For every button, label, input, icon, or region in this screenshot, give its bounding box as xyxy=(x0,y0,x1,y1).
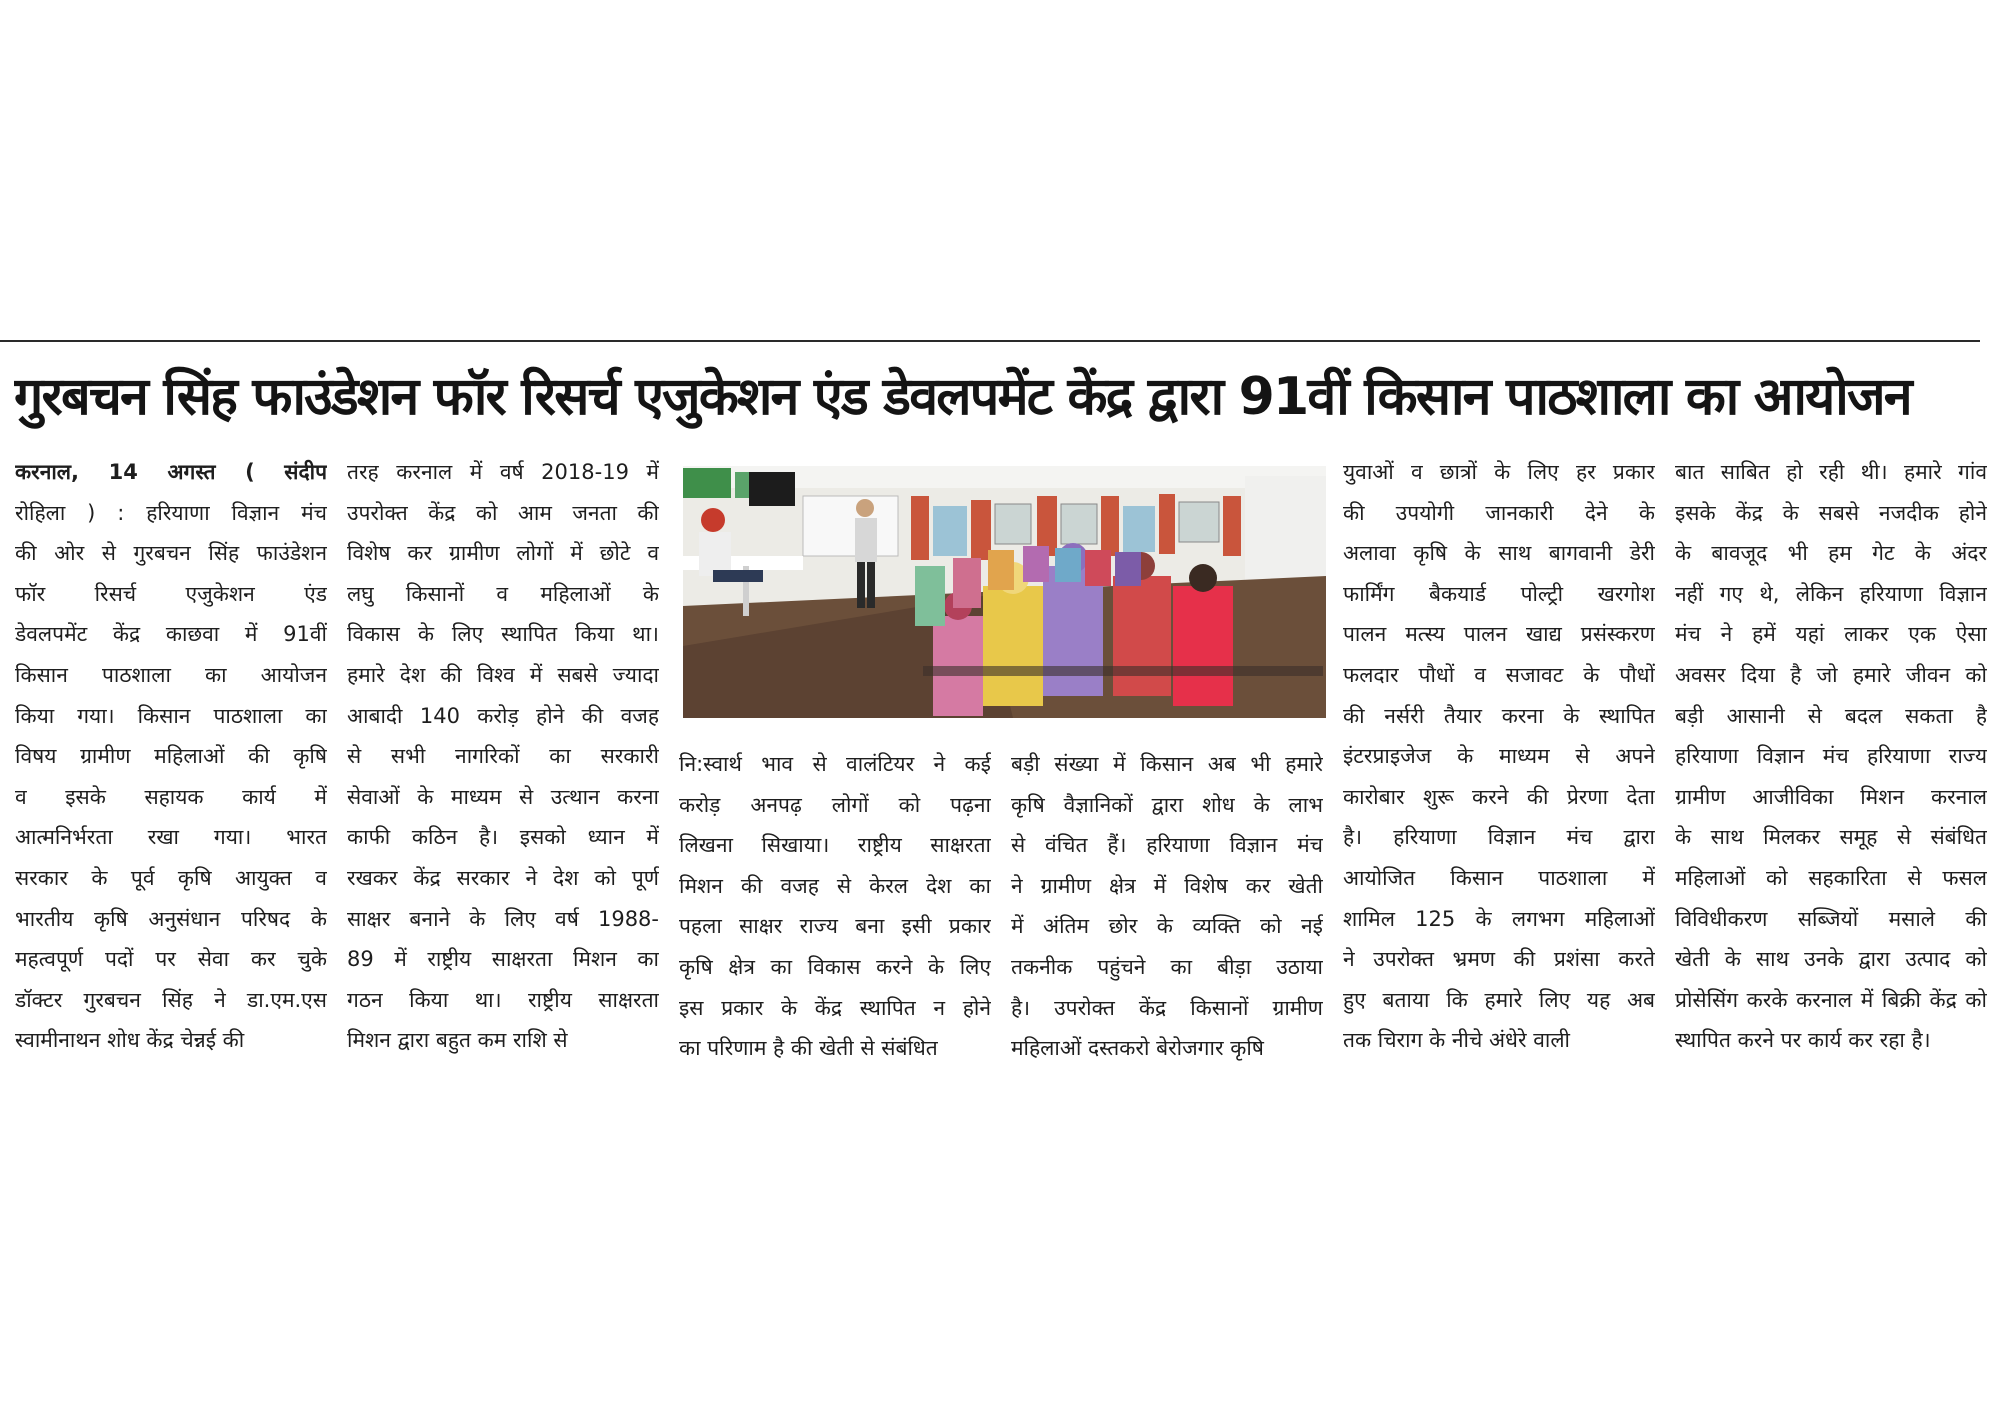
article-line: बात साबित हो रही थी। हमारे गांव xyxy=(1675,460,1987,484)
article-line: बड़ी संख्या में किसान अब भी हमारे xyxy=(1011,752,1323,776)
article-line: रोहिला ) : हरियाणा विज्ञान मंच xyxy=(15,500,327,525)
article-column-1 xyxy=(15,452,327,1061)
article-line: रखकर केंद्र सरकार ने देश को पूर्ण xyxy=(347,865,659,890)
article-line: हमारे देश की विश्व में सबसे ज्यादा xyxy=(347,662,659,687)
article-line: कृषि वैज्ञानिकों द्वारा शोध के लाभ xyxy=(1011,792,1323,817)
article-line: पहला साक्षर राज्य बना इसी प्रकार xyxy=(679,914,991,939)
article-line: नि:स्वार्थ भाव से वालंटियर ने कई xyxy=(679,752,991,776)
article-line: हरियाणा विज्ञान मंच हरियाणा राज्य xyxy=(1675,744,1987,769)
article-line: आयोजित किसान पाठशाला में xyxy=(1343,865,1655,890)
article-line: मिशन की वजह से केरल देश का xyxy=(679,873,991,898)
article-line: विशेष कर ग्रामीण लोगों में छोटे व xyxy=(347,541,659,566)
news-photo xyxy=(683,466,1326,718)
headline: गुरबचन सिंह फाउंडेशन फॉर रिसर्च एजुकेशन एंड डेवलपमेंट केंद्र द्वारा 91वीं किसान पाठशाला का आयोजन xyxy=(14,367,1911,427)
article-line: गठन किया था। राष्ट्रीय साक्षरता xyxy=(347,987,659,1012)
top-rule xyxy=(0,340,1980,342)
article-line: डेवलपमेंट केंद्र काछवा में 91वीं xyxy=(15,622,327,647)
article-line: खेती के साथ उनके द्वारा उत्पाद को xyxy=(1675,947,1987,972)
article-line: के बावजूद भी हम गेट के अंदर xyxy=(1675,541,1987,566)
article-line: है। उपरोक्त केंद्र किसानों ग्रामीण xyxy=(1011,995,1323,1020)
article-line: किया गया। किसान पाठशाला का xyxy=(15,703,327,728)
article-line: उपरोक्त केंद्र को आम जनता की xyxy=(347,500,659,525)
article-line: फलदार पौधों व सजावट के पौधों xyxy=(1343,662,1655,687)
article-line: स्वामीनाथन शोध केंद्र चेन्नई की xyxy=(15,1028,245,1053)
article-line: शामिल 125 के लगभग महिलाओं xyxy=(1343,906,1655,931)
article-line: 89 में राष्ट्रीय साक्षरता मिशन का xyxy=(347,947,659,972)
article-line: महिलाओं दस्तकरो बेरोजगार कृषि xyxy=(1011,1036,1264,1061)
article-line: पालन मत्स्य पालन खाद्य प्रसंस्करण xyxy=(1343,622,1655,647)
article-line: हुए बताया कि हमारे लिए यह अब xyxy=(1343,987,1655,1012)
article-line: विषय ग्रामीण महिलाओं की कृषि xyxy=(15,744,327,769)
article-line: की नर्सरी तैयार करना के स्थापित xyxy=(1343,703,1655,728)
article-line: स्थापित करने पर कार्य कर रहा है। xyxy=(1675,1028,1931,1053)
article-line: इसके केंद्र के सबसे नजदीक होने xyxy=(1675,500,1987,525)
article-line: व इसके सहायक कार्य में xyxy=(15,784,327,809)
article-line: सरकार के पूर्व कृषि आयुक्त व xyxy=(15,865,327,890)
article-line: करनाल, 14 अगस्त ( संदीप xyxy=(15,460,327,484)
article-column-4 xyxy=(1011,744,1323,1069)
article-line: मंच ने हमें यहां लाकर एक ऐसा xyxy=(1675,622,1987,647)
article-line: फॉर रिसर्च एजुकेशन एंड xyxy=(15,581,327,606)
article-line: युवाओं व छात्रों के लिए हर प्रकार xyxy=(1343,460,1655,484)
article-column-3 xyxy=(679,744,991,1069)
article-line: प्रोसेसिंग करके करनाल में बिक्री केंद्र को xyxy=(1675,987,1987,1012)
article-line: महिलाओं को सहकारिता से फसल xyxy=(1675,865,1987,890)
article-line: अलावा कृषि के साथ बागवानी डेरी xyxy=(1343,541,1655,566)
article-column-5 xyxy=(1343,452,1655,1061)
article-line: विविधीकरण सब्जियों मसाले की xyxy=(1675,906,1987,931)
article-line: इस प्रकार के केंद्र स्थापित न होने xyxy=(679,995,991,1020)
article-column-6 xyxy=(1675,452,1987,1061)
article-line: की उपयोगी जानकारी देने के xyxy=(1343,500,1655,525)
article-line: तकनीक पहुंचने का बीड़ा उठाया xyxy=(1011,954,1323,979)
article-line: से वंचित हैं। हरियाणा विज्ञान मंच xyxy=(1011,833,1323,858)
article-line: महत्वपूर्ण पदों पर सेवा कर चुके xyxy=(15,947,327,972)
article-line: के साथ मिलकर समूह से संबंधित xyxy=(1675,825,1987,850)
article-line: भारतीय कृषि अनुसंधान परिषद के xyxy=(15,906,327,931)
article-line: कृषि क्षेत्र का विकास करने के लिए xyxy=(679,954,991,979)
article-line: की ओर से गुरबचन सिंह फाउंडेशन xyxy=(15,541,327,566)
article-line: सेवाओं के माध्यम से उत्थान करना xyxy=(347,784,659,809)
article-line: लघु किसानों व महिलाओं के xyxy=(347,581,659,606)
article-line: बड़ी आसानी से बदल सकता है xyxy=(1675,703,1987,728)
article-column-2 xyxy=(347,452,659,1061)
article-line: विकास के लिए स्थापित किया था। xyxy=(347,622,659,647)
article-line: अवसर दिया है जो हमारे जीवन को xyxy=(1675,662,1987,687)
article-line: फार्मिंग बैकयार्ड पोल्ट्री खरगोश xyxy=(1343,581,1655,606)
article-line: आत्मनिर्भरता रखा गया। भारत xyxy=(15,825,327,850)
article-line: ग्रामीण आजीविका मिशन करनाल xyxy=(1675,784,1987,809)
article-line: ने ग्रामीण क्षेत्र में विशेष कर खेती xyxy=(1011,873,1323,898)
article-line: किसान पाठशाला का आयोजन xyxy=(15,662,327,687)
photo-icon xyxy=(683,466,1326,718)
article-line: का परिणाम है की खेती से संबंधित xyxy=(679,1036,938,1061)
article-line: तरह करनाल में वर्ष 2018-19 में xyxy=(347,460,659,484)
article-line: आबादी 140 करोड़ होने की वजह xyxy=(347,703,659,728)
article-line: साक्षर बनाने के लिए वर्ष 1988- xyxy=(347,906,659,931)
article-line: लिखना सिखाया। राष्ट्रीय साक्षरता xyxy=(679,833,991,858)
article-line: काफी कठिन है। इसको ध्यान में xyxy=(347,825,659,850)
article-line: से सभी नागरिकों का सरकारी xyxy=(347,744,659,769)
article-line: है। हरियाणा विज्ञान मंच द्वारा xyxy=(1343,825,1655,850)
article-line: नहीं गए थे, लेकिन हरियाणा विज्ञान xyxy=(1675,581,1987,606)
article-line: इंटरप्राइजेज के माध्यम से अपने xyxy=(1343,744,1655,769)
article-line: ने उपरोक्त भ्रमण की प्रशंसा करते xyxy=(1343,947,1655,972)
article-line: में अंतिम छोर के व्यक्ति को नई xyxy=(1011,914,1323,939)
article-line: तक चिराग के नीचे अंधेरे वाली xyxy=(1343,1028,1570,1053)
article-line: डॉक्टर गुरबचन सिंह ने डा.एम.एस xyxy=(15,987,327,1012)
article-line: मिशन द्वारा बहुत कम राशि से xyxy=(347,1028,568,1053)
article-line: कारोबार शुरू करने की प्रेरणा देता xyxy=(1343,784,1655,809)
article-line: करोड़ अनपढ़ लोगों को पढ़ना xyxy=(679,792,991,817)
